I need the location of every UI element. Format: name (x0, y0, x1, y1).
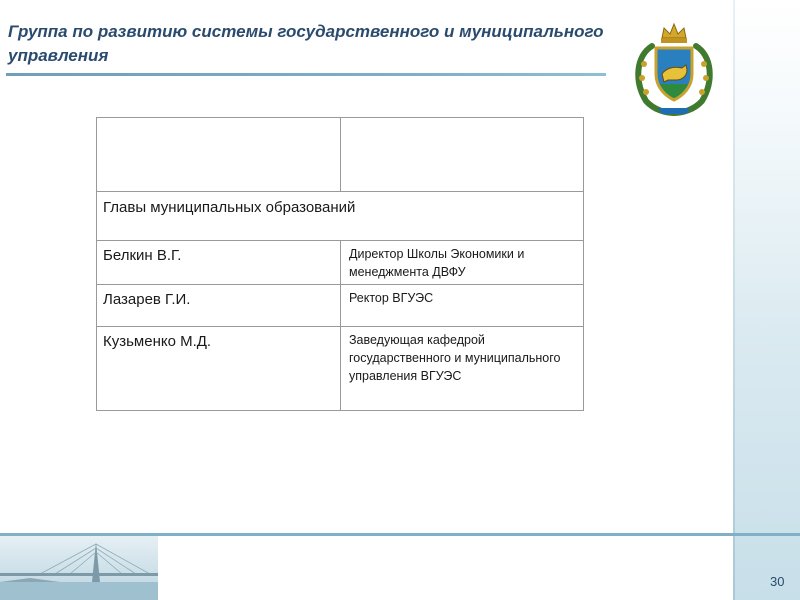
page-number: 30 (770, 574, 785, 589)
person-name: Лазарев Г.И. (97, 285, 341, 327)
table-row (97, 241, 584, 285)
coat-of-arms-emblem (624, 16, 724, 118)
table-row (97, 285, 584, 327)
person-name: Кузьменко М.Д. (97, 327, 341, 411)
empty-cell (341, 118, 584, 192)
person-role: Директор Школы Экономики и менеджмента ДВФУ (341, 241, 584, 285)
section-heading: Главы муниципальных образований (97, 192, 584, 241)
person-role: Заведующая кафедрой государственного и муниципального управления ВГУЭС (341, 327, 584, 411)
bridge-photo (0, 536, 158, 600)
person-role: Ректор ВГУЭС (341, 285, 584, 327)
title-underline (6, 73, 606, 76)
right-decor-line (733, 0, 735, 600)
table-row (97, 327, 584, 411)
right-decor-band (734, 0, 800, 600)
people-table (96, 117, 584, 411)
slide-title: Группа по развитию системы государственного и муниципального управления (8, 22, 604, 65)
section-row (97, 192, 584, 241)
person-name: Белкин В.Г. (97, 241, 341, 285)
table-header-row (97, 118, 584, 192)
empty-cell (97, 118, 341, 192)
